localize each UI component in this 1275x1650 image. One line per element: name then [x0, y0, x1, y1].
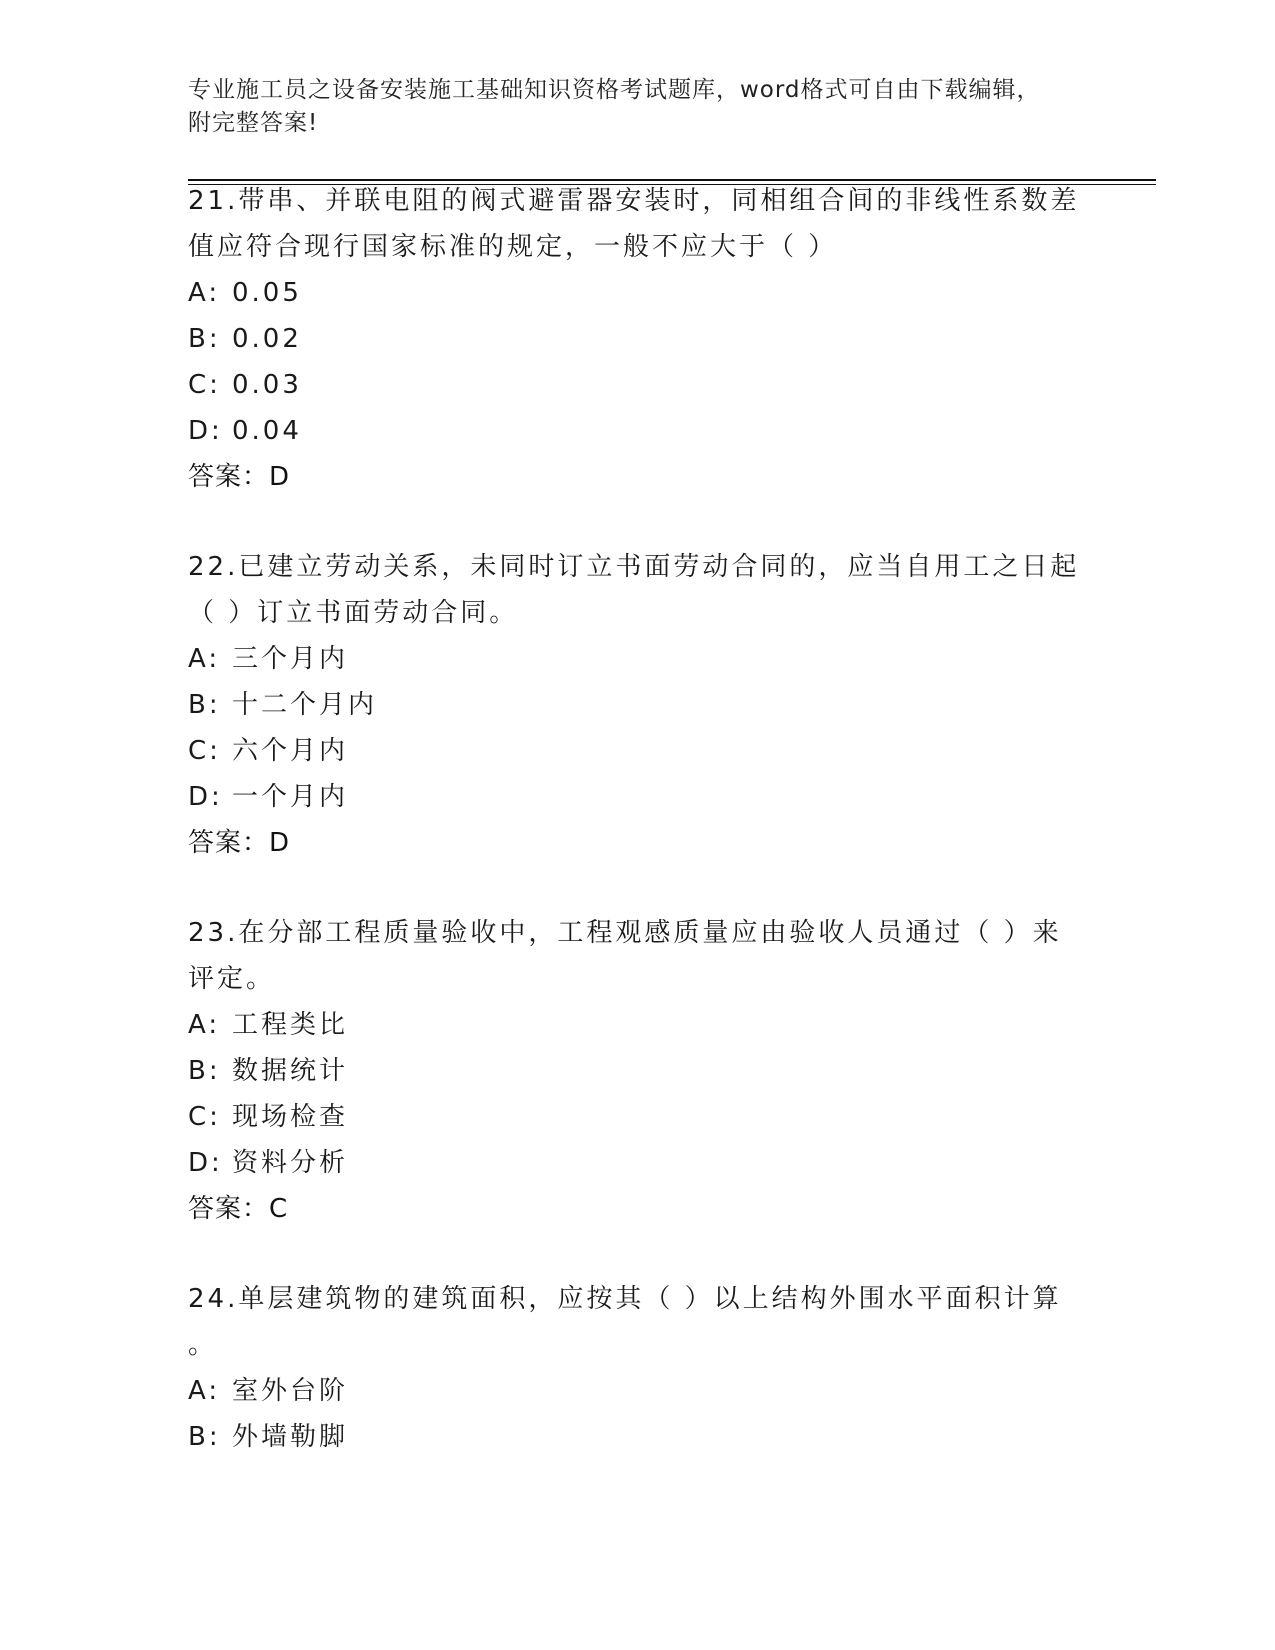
option-letter: C: — [188, 1102, 221, 1132]
question-text-line-2: （ ）订立书面劳动合同。 — [188, 598, 519, 628]
option-b — [188, 1414, 1088, 1460]
option-b — [188, 1048, 1088, 1094]
option-letter: C: — [188, 736, 221, 766]
option-a — [188, 1002, 1088, 1048]
option-text: 数据统计 — [232, 1056, 349, 1086]
question-24 — [188, 1276, 1088, 1460]
option-b — [188, 682, 1088, 728]
option-letter: A: — [188, 1376, 221, 1406]
option-letter: D: — [188, 416, 223, 446]
option-letter: B: — [188, 324, 221, 354]
option-text: 工程类比 — [232, 1010, 349, 1040]
option-letter: D: — [188, 1148, 223, 1178]
question-text-line-2: 值应符合现行国家标准的规定，一般不应大于（ ） — [188, 232, 838, 262]
header-line-1: 专业施工员之设备安装施工基础知识资格考试题库，word格式可自由下载编辑， — [188, 77, 1041, 103]
document-header — [188, 74, 1088, 140]
option-c — [188, 1094, 1088, 1140]
option-letter: A: — [188, 278, 221, 308]
answer-line: 答案：D — [188, 462, 291, 492]
question-text-line-1: 23.在分部工程质量验收中，工程观感质量应由验收人员通过（ ）来 — [188, 918, 1062, 948]
answer-line: 答案：C — [188, 1194, 289, 1224]
option-text: 室外台阶 — [232, 1376, 349, 1406]
header-line-2: 附完整答案! — [188, 110, 319, 136]
option-text: 一个月内 — [232, 782, 349, 812]
option-a — [188, 270, 1088, 316]
question-23 — [188, 910, 1088, 1232]
option-text: 0.03 — [232, 370, 302, 400]
option-text: 外墙勒脚 — [232, 1422, 349, 1452]
question-text-line-1: 21.带串、并联电阻的阀式避雷器安装时，同相组合间的非线性系数差 — [188, 186, 1080, 216]
question-text-line-1: 22.已建立劳动关系，未同时订立书面劳动合同的，应当自用工之日起 — [188, 552, 1080, 582]
option-b — [188, 316, 1088, 362]
answer-line: 答案：D — [188, 828, 291, 858]
question-21 — [188, 178, 1088, 500]
option-d — [188, 1140, 1088, 1186]
option-a — [188, 1368, 1088, 1414]
option-text: 现场检查 — [232, 1102, 349, 1132]
option-text: 0.02 — [232, 324, 302, 354]
option-letter: B: — [188, 1422, 221, 1452]
option-text: 0.04 — [232, 416, 302, 446]
option-c — [188, 728, 1088, 774]
question-22 — [188, 544, 1088, 866]
option-letter: A: — [188, 1010, 221, 1040]
option-c — [188, 362, 1088, 408]
question-text-line-1: 24.单层建筑物的建筑面积，应按其（ ）以上结构外围水平面积计算 — [188, 1284, 1062, 1314]
option-a — [188, 636, 1088, 682]
option-letter: D: — [188, 782, 223, 812]
option-text: 十二个月内 — [232, 690, 378, 720]
question-text-line-2: 。 — [188, 1330, 218, 1360]
option-letter: B: — [188, 690, 221, 720]
option-letter: A: — [188, 644, 221, 674]
option-letter: C: — [188, 370, 221, 400]
option-text: 三个月内 — [232, 644, 349, 674]
option-letter: B: — [188, 1056, 221, 1086]
option-text: 0.05 — [232, 278, 302, 308]
option-text: 六个月内 — [232, 736, 349, 766]
option-d — [188, 408, 1088, 454]
option-d — [188, 774, 1088, 820]
question-text-line-2: 评定。 — [188, 964, 276, 994]
option-text: 资料分析 — [232, 1148, 349, 1178]
